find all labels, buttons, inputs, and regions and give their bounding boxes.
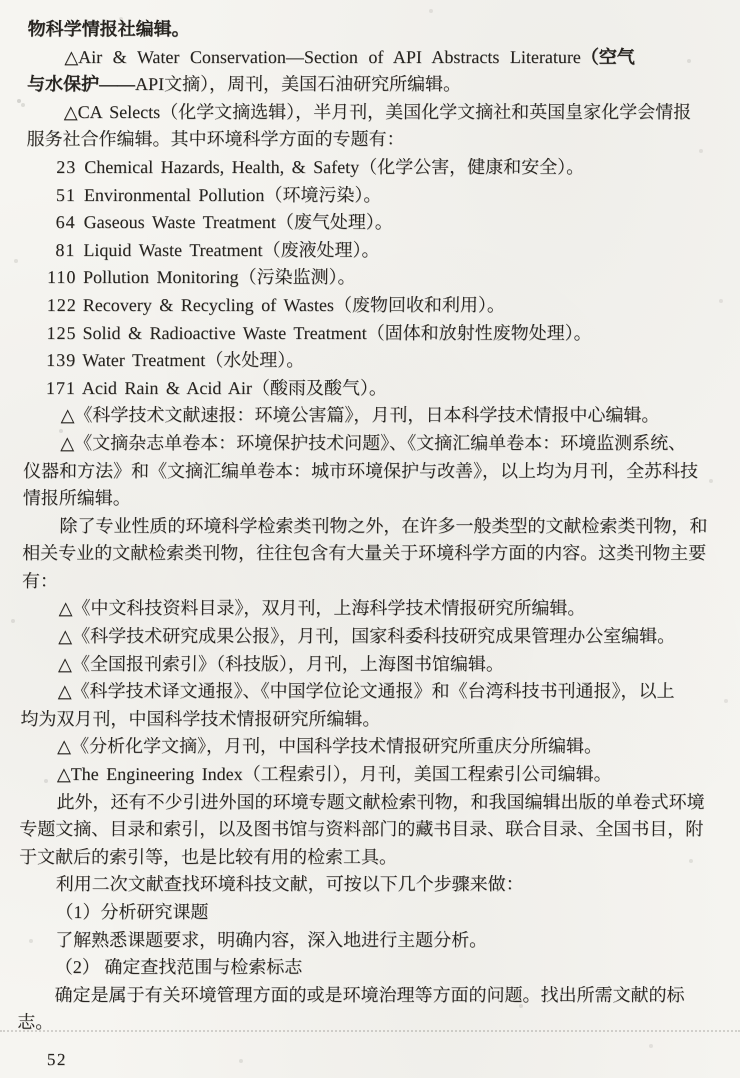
list-item-text: Acid Rain & Acid Air（酸雨及酸气）。 <box>81 377 388 398</box>
step-heading: （2） 确定查找范围与检索标志 <box>54 957 303 978</box>
list-item-text: Liquid Waste Treatment（废液处理）。 <box>83 239 380 260</box>
list-item <box>26 154 728 182</box>
list-item <box>25 292 727 320</box>
list-item <box>26 182 728 210</box>
list-item-number: 23 <box>56 156 77 177</box>
list-item <box>24 375 726 403</box>
body-line <box>27 44 729 72</box>
list-item <box>26 209 728 237</box>
list-item <box>24 320 726 348</box>
journal-title-en: △Air & Water Conservation—Section of API Abstracts Literature <box>64 46 581 67</box>
body-line: △《科学技术研究成果公报》，月刊，国家科委科技研究成果管理办公室编辑。 <box>58 626 676 647</box>
body-line: △《科学技术译文通报》、《中国学位论文通报》和《台湾科技书刊通报》，以上 <box>57 681 675 702</box>
body-line: 此外，还有不少引进外国的环境专题文献检索刊物，和我国编辑出版的单卷式环境 <box>56 791 705 812</box>
list-item-number: 51 <box>55 184 77 205</box>
list-item-text: Solid & Radioactive Waste Treatment（固体和放射性废物处理）。 <box>82 322 592 343</box>
body-line: 志。 <box>17 1012 54 1033</box>
body-line: △The Engineering Index（工程索引），月刊，美国工程索引公司编辑。 <box>56 764 612 785</box>
body-line: 专题文摘、目录和索引，以及图书馆与资料部门的藏书目录、联合目录、全国书目，附 <box>19 819 704 840</box>
body-line: 于文献后的索引等，也是比较有用的检索工具。 <box>18 846 398 867</box>
body-line: 有： <box>21 570 59 591</box>
body-line: △CA Selects（化学文摘选辑），半月刊，美国化学文摘社和英国皇家化学会情报 <box>63 101 692 122</box>
body-line: 物科学情报社编辑。 <box>27 19 190 39</box>
list-item-number: 64 <box>55 212 76 233</box>
body-line: △《全国报刊索引》（科技版），月刊，上海图书馆编辑。 <box>57 653 504 674</box>
step-heading: （1）分析研究课题 <box>55 902 209 922</box>
body-line: 均为双月刊，中国科学技术情报研究所编辑。 <box>20 708 381 729</box>
list-item-number: 110 <box>46 267 77 288</box>
body-line: △《分析化学文摘》，月刊，中国科学技术情报研究所重庆分所编辑。 <box>57 736 603 757</box>
list-item-number: 81 <box>55 239 76 260</box>
list-item-text: Environmental Pollution（环境污染）。 <box>83 184 382 205</box>
list-item <box>25 237 727 265</box>
body-line <box>27 71 729 99</box>
list-item-text: Water Treatment（水处理）。 <box>82 350 305 371</box>
list-item-number: 125 <box>46 322 77 343</box>
body-line: 服务社合作编辑。其中环境科学方面的专题有： <box>26 129 405 150</box>
page-number: 52 <box>46 1049 68 1069</box>
body-line: 情报所编辑。 <box>22 488 131 509</box>
list-item-text: Recovery & Recycling of Wastes（废物回收和利用）。 <box>82 294 506 315</box>
body-line: 除了专业性质的环境科学检索类刊物之外，在许多一般类型的文献检索类刊物，和 <box>59 515 708 536</box>
list-item-number: 171 <box>45 377 77 398</box>
body-line: △《科学技术文献速报：环境公害篇》，月刊，日本科学技术情报中心编辑。 <box>60 405 660 426</box>
journal-title-cn: 与水保护—— <box>27 74 136 95</box>
body-line: 利用二次文献查找环境科技文献，可按以下几个步骤来做： <box>55 874 524 895</box>
body-line: 确定是属于有关环境管理方面的或是环境治理等方面的问题。找出所需文献的标 <box>54 984 685 1005</box>
list-item-number: 139 <box>46 350 77 371</box>
list-item-text: Pollution Monitoring（污染监测）。 <box>82 267 356 288</box>
body-line: 仪器和方法》和《文摘汇编单卷本：城市环境保护与改善》，以上均为月刊，全苏科技 <box>22 460 699 481</box>
journal-title-cn: （空气 <box>580 46 635 67</box>
list-item <box>25 264 727 292</box>
body-line: △《文摘杂志单卷本：环境保护技术问题》、《文摘汇编单卷本：环境监测系统、 <box>60 432 687 453</box>
list-item-text: Chemical Hazards, Health, & Safety（化学公害，健康和安全）。 <box>84 156 585 177</box>
body-text: API文摘），周刊，美国石油研究所编辑。 <box>135 74 462 95</box>
body-line: 了解熟悉课题要求，明确内容，深入地进行主题分析。 <box>55 929 488 950</box>
list-item <box>24 347 726 375</box>
body-line: △《中文科技资料目录》，双月刊，上海科学技术情报研究所编辑。 <box>58 598 586 619</box>
body-line: 相关专业的文献检索类刊物，往往包含有大量关于环境科学方面的内容。这类刊物主要 <box>22 543 707 564</box>
list-item-number: 122 <box>46 294 77 315</box>
list-item-text: Gaseous Waste Treatment（废气处理）。 <box>83 212 393 233</box>
